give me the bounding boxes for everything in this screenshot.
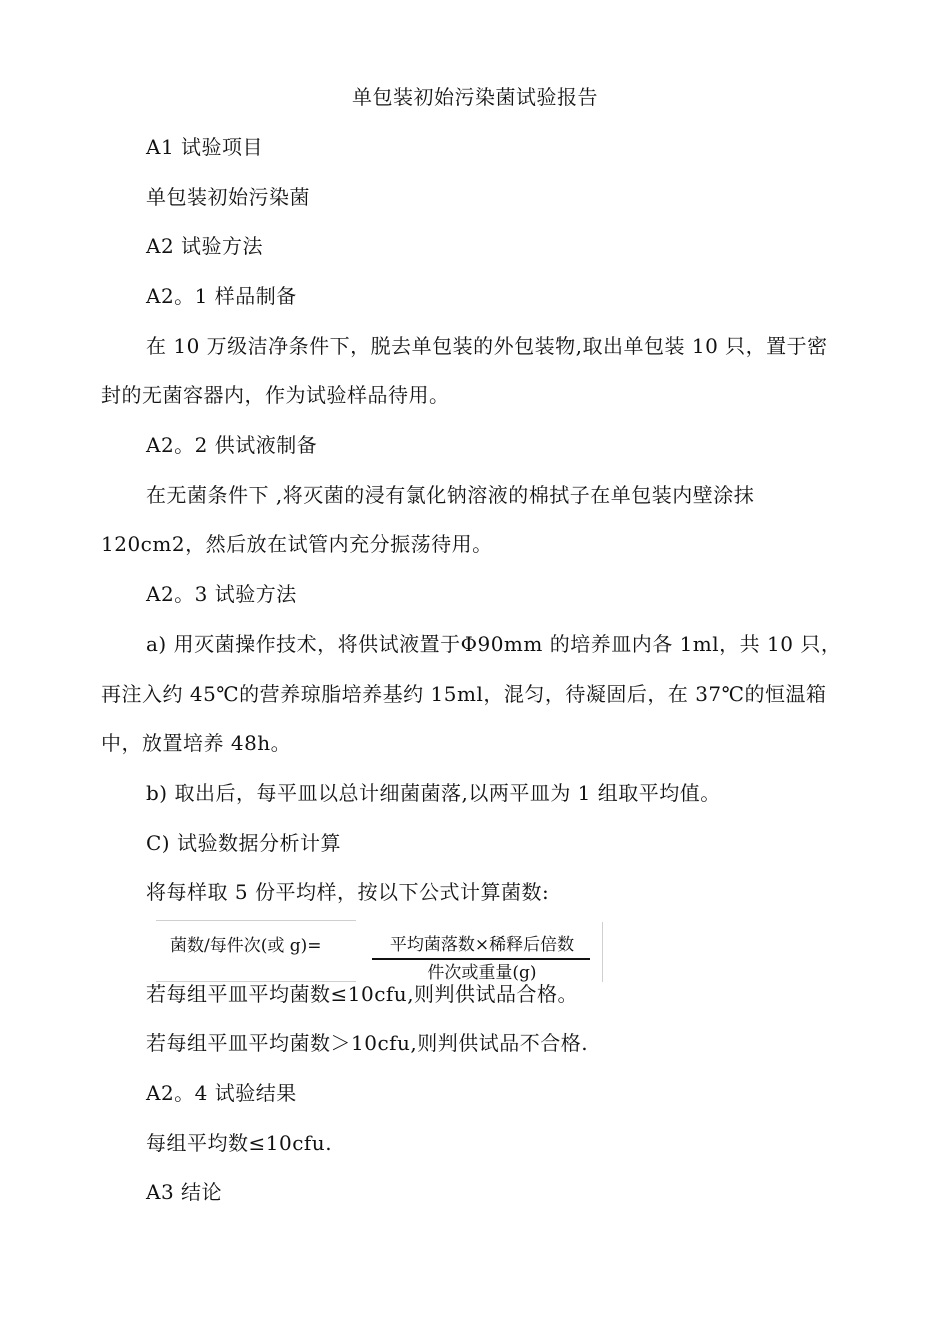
section-a2-1-heading: A2。1 样品制备 bbox=[146, 284, 297, 308]
section-a2-4-heading: A2。4 试验结果 bbox=[146, 1081, 297, 1105]
formula-right-border bbox=[602, 922, 603, 982]
method-b-line: b) 取出后，每平皿以总计细菌菌落,以两平皿为 1 组取平均值。 bbox=[146, 781, 721, 805]
test-result-text: 每组平均数≤10cfu. bbox=[146, 1131, 333, 1155]
formula-lhs: 菌数/每件次(或 g)= bbox=[170, 936, 322, 956]
pass-criterion-text: 若每组平皿平均菌数≤10cfu,则判供试品合格。 bbox=[146, 982, 579, 1006]
solution-prep-paragraph-line-1: 在无菌条件下 ,将灭菌的浸有氯化钠溶液的棉拭子在单包装内壁涂抹 bbox=[146, 483, 755, 507]
fail-criterion-text: 若每组平皿平均菌数＞10cfu,则判供试品不合格. bbox=[146, 1031, 589, 1055]
section-a3-heading: A3 结论 bbox=[146, 1180, 223, 1204]
sample-prep-paragraph-line-1: 在 10 万级洁净条件下，脱去单包装的外包装物,取出单包装 10 只，置于密 bbox=[146, 334, 828, 358]
method-c-heading: C) 试验数据分析计算 bbox=[146, 831, 341, 855]
sample-prep-paragraph-line-2: 封的无菌容器内，作为试验样品待用。 bbox=[101, 383, 450, 407]
method-a-line-1: a) 用灭菌操作技术，将供试液置于Φ90mm 的培养皿内各 1ml，共 10 只， bbox=[146, 632, 842, 656]
test-item-text: 单包装初始污染菌 bbox=[146, 185, 310, 209]
section-a2-heading: A2 试验方法 bbox=[146, 234, 264, 258]
formula-denominator: 件次或重量(g) bbox=[427, 963, 537, 983]
section-a1-heading: A1 试验项目 bbox=[146, 135, 264, 159]
formula-fraction-bar bbox=[372, 958, 590, 960]
formula-numerator: 平均菌落数×稀释后倍数 bbox=[389, 935, 575, 955]
solution-prep-paragraph-line-2: 120cm2，然后放在试管内充分振荡待用。 bbox=[101, 532, 493, 556]
formula-intro-text: 将每样取 5 份平均样，按以下公式计算菌数: bbox=[146, 880, 550, 904]
section-a2-2-heading: A2。2 供试液制备 bbox=[146, 433, 318, 457]
section-a2-3-heading: A2。3 试验方法 bbox=[146, 582, 297, 606]
method-a-line-3: 中，放置培养 48h。 bbox=[101, 731, 292, 755]
method-a-line-2: 再注入约 45℃的营养琼脂培养基约 15ml，混匀，待凝固后，在 37℃的恒温箱 bbox=[101, 682, 827, 706]
report-title: 单包装初始污染菌试验报告 bbox=[352, 85, 598, 109]
